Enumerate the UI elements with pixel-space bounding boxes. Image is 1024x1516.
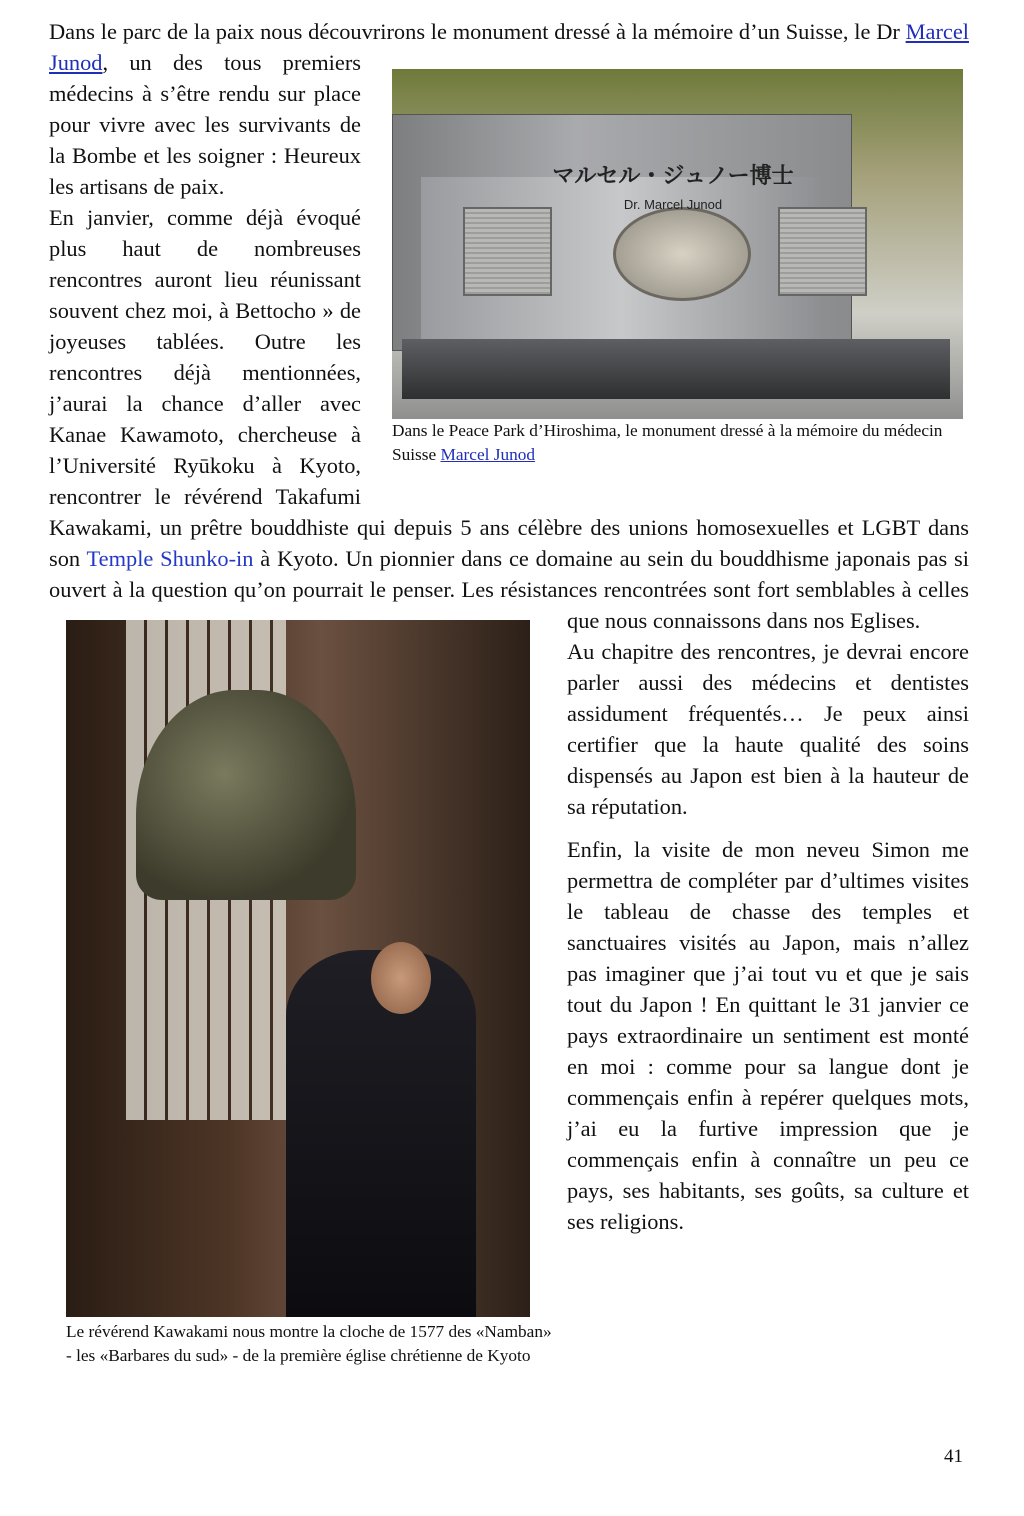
plaque-latin-text: Dr. Marcel Junod <box>623 197 723 212</box>
bell-photo <box>66 620 530 1317</box>
text: En janvier, comme déjà évoqué plus haut de nombreuses rencontres auront lieu réunissant souvent chez moi, à Bettocho » de joyeuses tablées. Outre les rencontres déjà mentionnées, j’aurai la chance d’aller avec Kanae Kawamoto, chercheuse à l’Université Ryūkoku à Kyoto, rencontrer le révérend Takafumi Kawakami, un prêtre bouddhiste qui depuis 5 ans célèbre des unions homosexuelles et LGBT dans son <box>49 205 969 571</box>
plaque-japanese-text: マルセル・ジュノー博士 <box>552 164 794 189</box>
monument-base <box>402 339 950 399</box>
paragraph: Enfin, la visite de mon neveu Simon me permettra de compléter par d’ultimes visites le tableau de chasse des temples et sanctuaires visités au Japon, mais n’allez pas imaginer que j’ai tout vu et que je sais tout du Japon ! En quittant le 31 janvier ce pays extraordinaire un sentiment est monté en moi : comme pour sa langue dont je commençais enfin à repérer quelques mots, j’ai eu la furtive impression que je commençais enfin à connaître un peu ce pays, ses habitants, ses goûts, sa culture et ses religions. <box>567 837 969 1234</box>
temple-shunko-in-link[interactable]: Temple Shunko-in <box>86 546 254 571</box>
paragraph: Au chapitre des rencontres, je devrai encore parler aussi des médecins et dentistes assidument fréquentés… Je peux ainsi certifier que la haute qualité des soins dispensés au Japon est bien à la hauteur de sa réputation. <box>567 639 969 819</box>
marcel-junod-link[interactable]: Marcel Junod <box>440 445 536 464</box>
figure-bell <box>49 620 567 1410</box>
text: Dans le parc de la paix nous découvrirons le monument dressé à la mémoire d’un Suisse, le Dr <box>49 19 906 44</box>
figure-caption <box>392 419 972 467</box>
monument-stone <box>392 114 852 351</box>
marcel-junod-link[interactable]: Marcel Junod <box>49 19 969 75</box>
plaque-right <box>778 207 867 296</box>
portrait-medallion <box>613 207 751 301</box>
monument-photo <box>392 69 963 419</box>
document-body <box>49 16 969 1410</box>
page-number: 41 <box>944 1446 963 1467</box>
figure-caption: Le révérend Kawakami nous montre la cloche de 1577 des «Namban» - les «Barbares du sud» - de la première église chrétienne de Kyoto <box>66 1322 552 1365</box>
bronze-bell <box>136 690 356 900</box>
figure-monument <box>361 47 969 487</box>
text: à Kyoto. Un pionnier dans ce domaine au sein du bouddhisme japonais pas si ouvert à la question qu’on pourrait le penser. Les résistances rencontrées sont fort semblables à celles que nous connaissons dans nos Eglises. <box>49 546 969 633</box>
plaque-left <box>463 207 552 296</box>
caption-text: Dans le Peace Park d’Hiroshima, le monument dressé à la mémoire du médecin Suisse <box>392 421 943 464</box>
monk-head <box>371 942 431 1014</box>
text: , un des tous premiers médecins à s’être rendu sur place pour vivre avec les survivants de la Bombe et les soigner : Heureux les artisans de paix. <box>49 50 361 199</box>
